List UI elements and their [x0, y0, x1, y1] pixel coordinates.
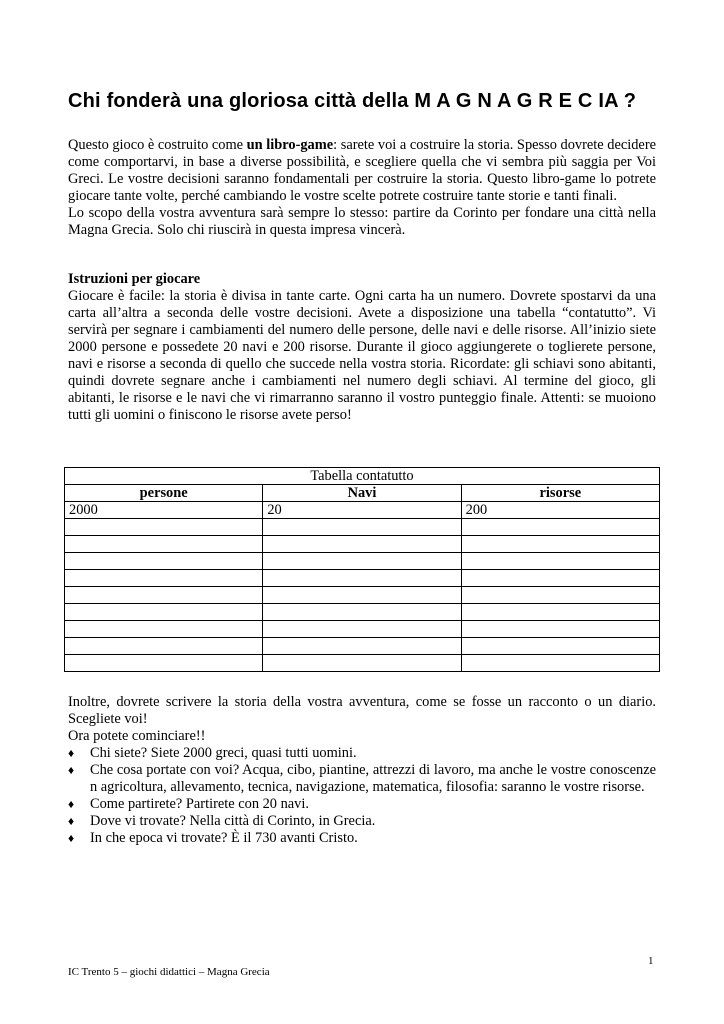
table-cell: 20	[263, 502, 461, 519]
column-header-persone: persone	[65, 485, 263, 502]
table-cell	[65, 570, 263, 587]
page-footer: IC Trento 5 – giochi didattici – Magna Grecia	[68, 966, 270, 978]
table-row	[65, 519, 660, 536]
table-cell	[263, 519, 461, 536]
table-caption: Tabella contatutto	[65, 468, 660, 485]
instructions-heading: Istruzioni per giocare	[68, 271, 201, 287]
table-cell	[461, 570, 659, 587]
table-cell	[65, 587, 263, 604]
table-row	[65, 536, 660, 553]
table-cell: 200	[461, 502, 659, 519]
table-cell	[263, 587, 461, 604]
table-cell	[263, 553, 461, 570]
list-item-text: Come partirete? Partirete con 20 navi.	[90, 796, 309, 812]
table-cell	[461, 621, 659, 638]
table-header-row	[65, 485, 660, 502]
table-cell	[65, 638, 263, 655]
question-list	[68, 745, 656, 847]
table-cell	[65, 519, 263, 536]
table-row	[65, 638, 660, 655]
table-caption-row	[65, 468, 660, 485]
instructions-text: Giocare è facile: la storia è divisa in tante carte. Ogni carta ha un numero. Dovrete spostarvi da una carta all’altra a seconda delle vostre decisioni. Avete a disposizione una tabella “contatutto”. Vi servirà per segnare i cambiamenti del numero delle persone, delle navi e delle risorse. All’inizio siete 2000 persone e possedete 20 navi e 200 risorse. Durante il gioco aggiungerete o toglierete persone, navi e risorse a seconda di quello che succede nella vostra storia. Ricordate: gli schiavi sono abitanti, quindi dovrete segnare anche i cambiamenti nel numero degli schiavi. Al termine del gioco, gli abitanti, le risorse e le navi che vi rimarranno saranno il vostro punteggio finale. Attenti: se muoiono tutti gli uomini o finiscono le risorse avete perso!	[68, 288, 656, 423]
intro-bold-term: un libro-game	[246, 137, 334, 153]
table-cell	[461, 604, 659, 621]
table-row	[65, 587, 660, 604]
list-item	[68, 813, 656, 830]
diamond-bullet-icon: ♦	[68, 797, 75, 811]
table-cell	[263, 536, 461, 553]
table-row	[65, 570, 660, 587]
counter-table	[64, 467, 660, 672]
diamond-bullet-icon: ♦	[68, 831, 75, 845]
intro-section	[68, 137, 656, 239]
column-header-risorse: risorse	[461, 485, 659, 502]
list-item	[68, 796, 656, 813]
table-cell	[263, 655, 461, 672]
intro-paragraph-1	[68, 137, 656, 205]
table-cell	[461, 655, 659, 672]
table-cell	[461, 587, 659, 604]
table-row	[65, 604, 660, 621]
table-cell	[263, 570, 461, 587]
table-row	[65, 553, 660, 570]
intro-text-end: : sarete voi a costruire la storia. Spesso dovrete decidere come comportarvi, in base a diverse possibilità, e scegliere quella che vi sembra più saggia per Voi Greci. Le vostre decisioni saranno fondamentali per costruire la storia. Questo libro-game lo potrete giocare tante volte, perché cambiando le vostre scelte potrete costruire tante storie e tanti finali.	[68, 137, 656, 204]
table-cell	[65, 621, 263, 638]
table-row	[65, 655, 660, 672]
table-cell	[65, 655, 263, 672]
page-title: Chi fonderà una gloriosa città della M A G N A G R E C IA ?	[68, 90, 637, 112]
diamond-bullet-icon: ♦	[68, 814, 75, 828]
list-item-text: Dove vi trovate? Nella città di Corinto, in Grecia.	[90, 813, 376, 829]
table-cell: 2000	[65, 502, 263, 519]
table-cell	[461, 536, 659, 553]
outro-paragraph-2: Ora potete cominciare!!	[68, 728, 206, 744]
list-item-text: In che epoca vi trovate? È il 730 avanti Cristo.	[90, 830, 358, 846]
table-cell	[461, 638, 659, 655]
intro-paragraph-2: Lo scopo della vostra avventura sarà sempre lo stesso: partire da Corinto per fondare una città nella Magna Grecia. Solo chi riuscirà in questa impresa vincerà.	[68, 205, 656, 238]
table-cell	[263, 621, 461, 638]
column-header-navi: Navi	[263, 485, 461, 502]
table-cell	[65, 604, 263, 621]
table-cell	[263, 604, 461, 621]
table-cell	[65, 536, 263, 553]
list-item-text: Chi siete? Siete 2000 greci, quasi tutti uomini.	[90, 745, 357, 761]
table-cell	[65, 553, 263, 570]
diamond-bullet-icon: ♦	[68, 763, 75, 777]
table-cell	[461, 553, 659, 570]
intro-text-start: Questo gioco è costruito come	[68, 137, 247, 153]
list-item	[68, 830, 656, 847]
page-number: 1	[648, 955, 654, 967]
table-row	[65, 621, 660, 638]
table-row	[65, 502, 660, 519]
list-item-text: Che cosa portate con voi? Acqua, cibo, piantine, attrezzi di lavoro, ma anche le vostre conoscenze n agricoltura, allevamento, tecnica, navigazione, matematica, filosofia: saranno le vostre risorse.	[90, 762, 656, 795]
outro-paragraph-1: Inoltre, dovrete scrivere la storia della vostra avventura, come se fosse un racconto o un diario. Scegliete voi!	[68, 694, 656, 727]
list-item	[68, 762, 656, 796]
table-cell	[461, 519, 659, 536]
instructions-section	[68, 271, 656, 424]
table-cell	[263, 638, 461, 655]
outro-section	[68, 694, 656, 847]
list-item	[68, 745, 656, 762]
diamond-bullet-icon: ♦	[68, 746, 75, 760]
